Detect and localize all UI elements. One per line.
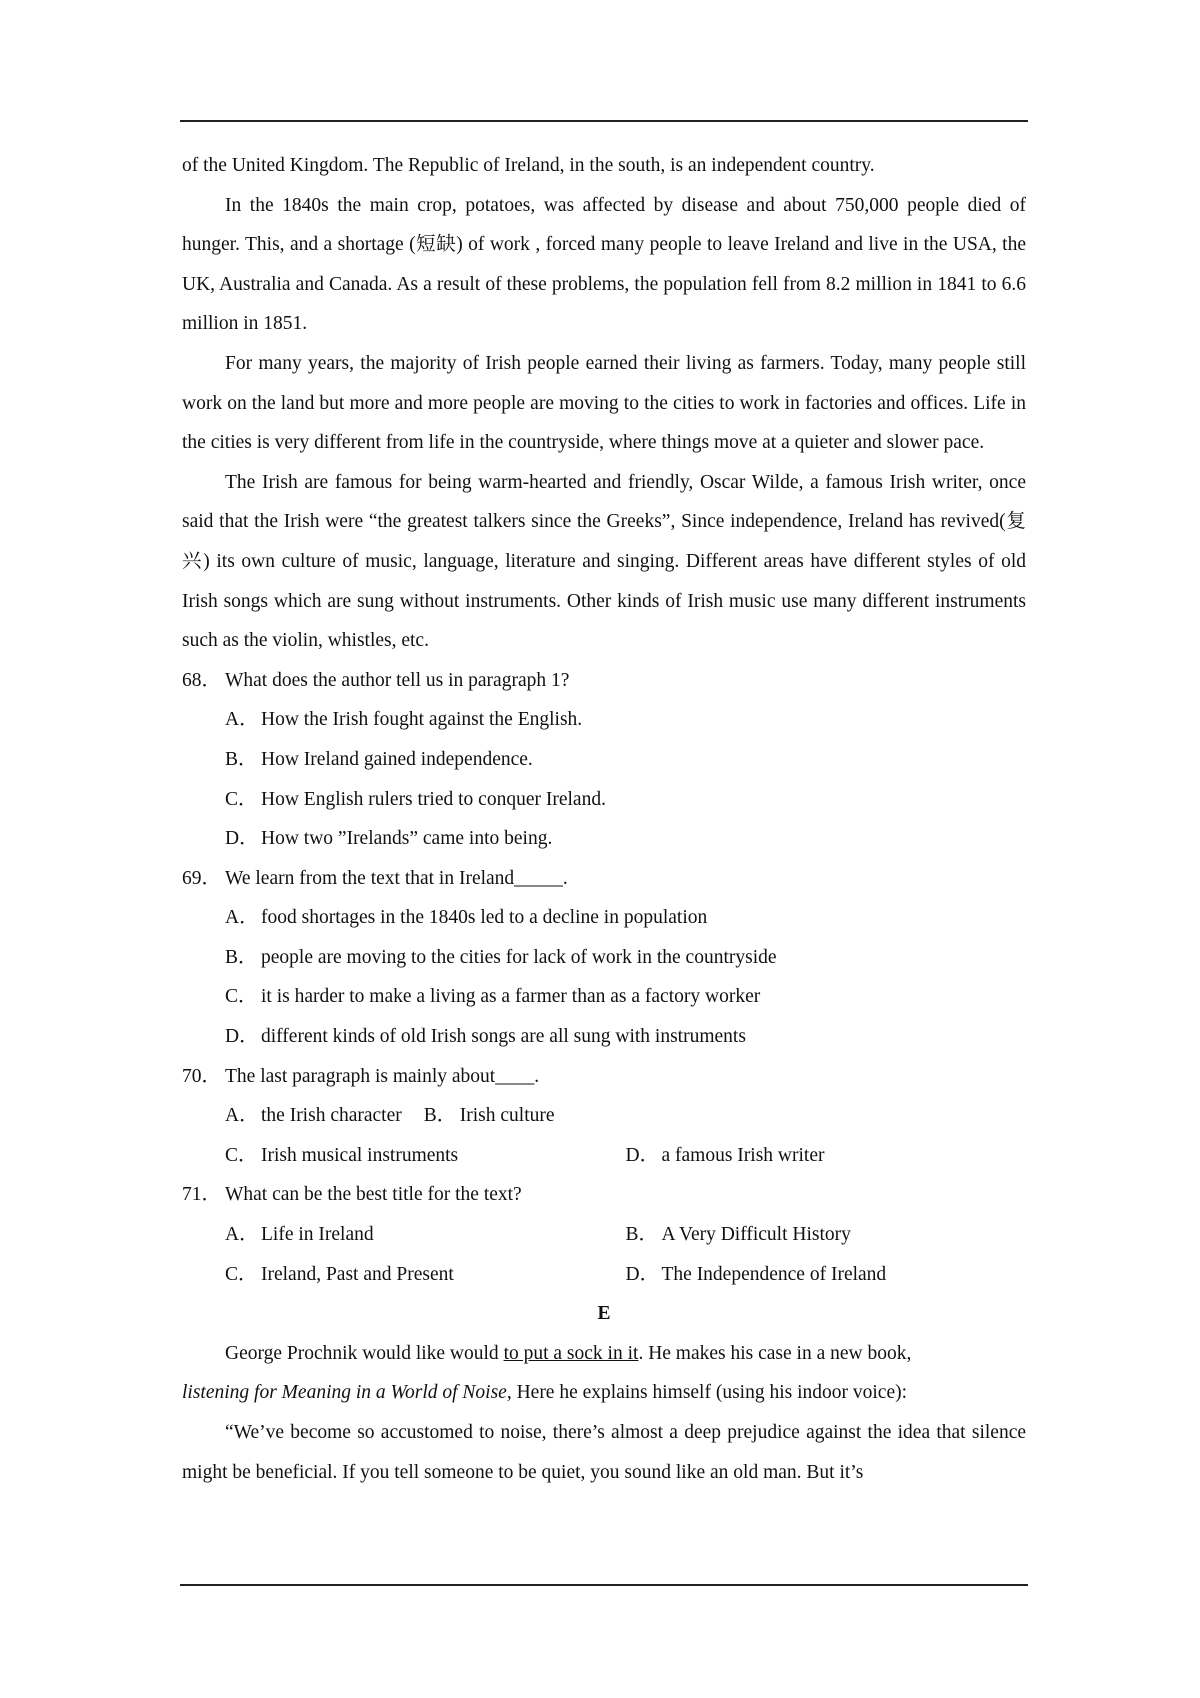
paragraph-farming: For many years, the majority of Irish people earned their living as farmers. Today, many people still work on the land but more and more people are moving to the cities to work in factories and offices. Life in the cities is very different from life in the countryside, where things move at a quieter and slower pace.: [182, 352, 1026, 454]
paragraph-quote: “We’ve become so accustomed to noise, there’s almost a deep prejudice against the idea that silence might be beneficial. If you tell someone to be quiet, you sound like an old man. But it’s: [182, 1422, 1026, 1483]
question-stem: What does the author tell us in paragraph 1?: [225, 669, 570, 691]
option-69-d[interactable]: [182, 1017, 1026, 1057]
option-letter: D．: [225, 1026, 259, 1048]
paragraph-famine: In the 1840s the main crop, potatoes, was affected by disease and about 750,000 people died of hunger. This, and a shortage (短缺) of work , forced many people to leave Ireland and live in the USA, the UK, Australia and Canada. As a result of these problems, the population fell from 8.2 million in 1841 to 6.6 million in 1851.: [182, 194, 1026, 335]
option-71-c[interactable]: [225, 1255, 626, 1295]
paragraph-continuation: of the United Kingdom. The Republic of Ireland, in the south, is an independent country.: [182, 155, 875, 176]
question-stem: We learn from the text that in Ireland_____.: [225, 867, 568, 889]
question-68: [182, 661, 1026, 701]
question-69: [182, 859, 1026, 899]
option-69-c[interactable]: [182, 977, 1026, 1017]
option-text: people are moving to the cities for lack of work in the countryside: [261, 946, 777, 968]
book-title: listening for Meaning in a World of Noise: [182, 1382, 507, 1404]
option-letter: B．: [423, 1105, 457, 1127]
option-71-a[interactable]: [225, 1215, 626, 1255]
option-text: How Ireland gained independence.: [261, 748, 533, 770]
question-stem: The last paragraph is mainly about____.: [225, 1065, 540, 1087]
option-letter: B．: [625, 1224, 659, 1246]
option-text: How two ”Irelands” came into being.: [261, 828, 553, 850]
section-heading-e: E: [597, 1303, 611, 1325]
option-letter: A．: [225, 1105, 259, 1127]
option-text: Ireland, Past and Present: [261, 1263, 454, 1285]
paragraph-prochnik: [182, 1334, 1026, 1374]
option-68-d[interactable]: [182, 819, 1026, 859]
paragraph-culture: The Irish are famous for being warm-hearted and friendly, Oscar Wilde, a famous Irish writer, once said that the Irish were “the greatest talkers since the Greeks”, Since independence, Ireland has revived(复兴) its own culture of music, language, literature and singing. Different areas have different styles of old Irish songs which are sung without instruments. Other kinds of Irish music use many different instruments such as the violin, whistles, etc.: [182, 471, 1026, 652]
option-69-a[interactable]: [182, 898, 1026, 938]
option-text: Life in Ireland: [261, 1224, 374, 1246]
header-rule: [180, 120, 1028, 122]
footer-rule: [180, 1584, 1028, 1586]
text-fragment: . He makes his case in a new book,: [638, 1342, 912, 1364]
option-70-c[interactable]: [225, 1136, 626, 1176]
option-text: it is harder to make a living as a farmer than as a factory worker: [261, 986, 761, 1008]
question-number: 69．: [182, 867, 222, 889]
option-68-a[interactable]: [182, 700, 1026, 740]
option-letter: A．: [225, 1224, 259, 1246]
option-71-d[interactable]: [626, 1255, 1027, 1295]
question-70: [182, 1057, 1026, 1097]
option-text: A Very Difficult History: [661, 1224, 851, 1246]
question-71: [182, 1175, 1026, 1215]
option-letter: A．: [225, 907, 259, 929]
option-letter: A．: [225, 709, 259, 731]
option-69-b[interactable]: [182, 938, 1026, 978]
option-text: Irish culture: [459, 1105, 555, 1127]
option-text: food shortages in the 1840s led to a decline in population: [261, 907, 708, 929]
option-letter: C．: [225, 1144, 258, 1166]
option-letter: C．: [225, 1263, 258, 1285]
option-70-d[interactable]: [626, 1136, 1027, 1176]
option-letter: C．: [225, 986, 258, 1008]
option-text: the Irish character: [261, 1105, 402, 1127]
option-text: Irish musical instruments: [261, 1144, 459, 1166]
option-letter: D．: [625, 1144, 660, 1166]
option-68-b[interactable]: [182, 740, 1026, 780]
question-stem: What can be the best title for the text?: [225, 1184, 522, 1206]
underlined-phrase: to put a sock in it: [503, 1342, 639, 1364]
option-text: a famous Irish writer: [661, 1144, 825, 1166]
paragraph-book-title: [182, 1373, 1026, 1413]
options-row-71-ab: [182, 1215, 1026, 1255]
option-text: How the Irish fought against the English.: [261, 709, 583, 731]
option-text: How English rulers tried to conquer Ireland.: [261, 788, 606, 810]
option-text: different kinds of old Irish songs are all sung with instruments: [261, 1026, 746, 1048]
option-71-b[interactable]: [626, 1215, 1027, 1255]
text-fragment: George Prochnik would like would: [225, 1342, 504, 1364]
option-letter: B．: [225, 748, 258, 770]
question-number: 70．: [182, 1065, 222, 1087]
option-letter: D．: [625, 1263, 660, 1285]
option-text: The Independence of Ireland: [661, 1263, 887, 1285]
option-70-a[interactable]: [225, 1096, 402, 1136]
options-row-71-cd: [182, 1255, 1026, 1295]
option-70-b[interactable]: [424, 1096, 555, 1136]
options-row-70-cd: [182, 1136, 1026, 1176]
option-68-c[interactable]: [182, 780, 1026, 820]
text-fragment: , Here he explains himself (using his indoor voice):: [506, 1382, 908, 1404]
question-number: 68．: [182, 669, 222, 691]
options-row-70-ab: [182, 1096, 1026, 1136]
option-letter: B．: [225, 946, 258, 968]
question-number: 71．: [182, 1184, 222, 1206]
option-letter: C．: [225, 788, 258, 810]
document-body: [182, 146, 1026, 1492]
option-letter: D．: [225, 828, 259, 850]
